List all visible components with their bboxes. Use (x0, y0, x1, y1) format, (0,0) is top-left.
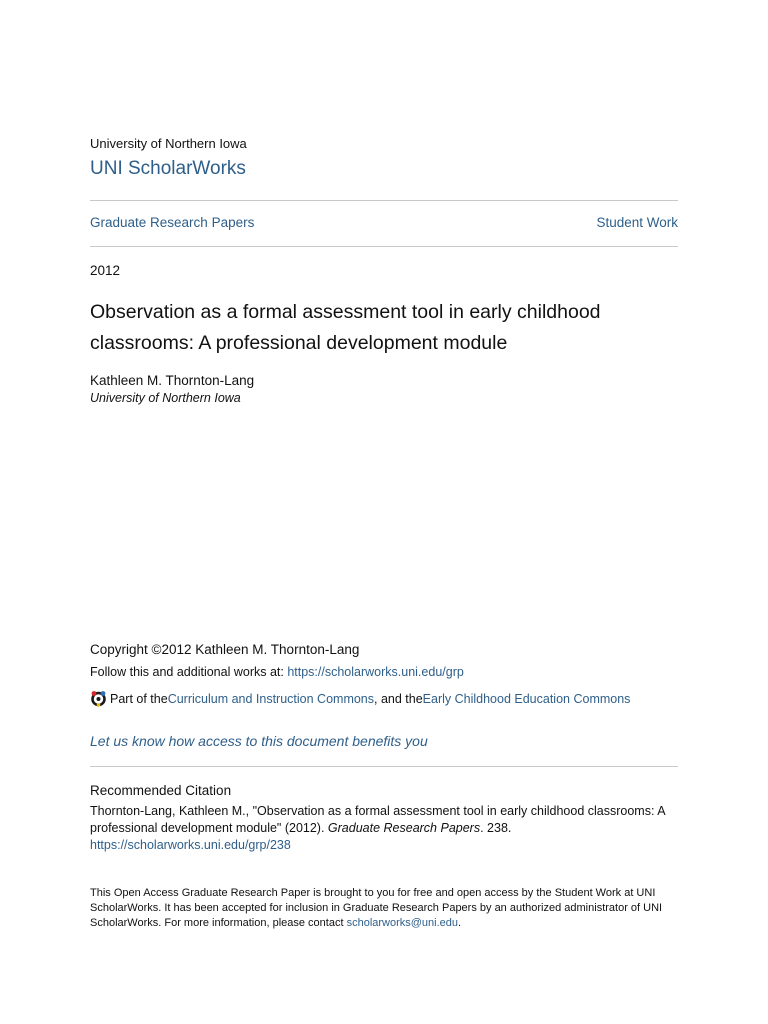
citation-text (90, 803, 678, 854)
citation-heading: Recommended Citation (90, 783, 232, 798)
benefits-feedback-link[interactable]: Let us know how access to this document benefits you (90, 733, 428, 749)
citation-number: . 238. (480, 821, 512, 835)
curriculum-commons-link[interactable]: Curriculum and Instruction Commons (167, 691, 375, 706)
network-commons-icon (90, 690, 107, 707)
institution-name: University of Northern Iowa (90, 136, 247, 151)
contact-email-link[interactable]: scholarworks@uni.edu (346, 917, 459, 929)
footer-end: . (458, 917, 462, 929)
follow-prefix: Follow this and additional works at: (90, 665, 288, 679)
citation-main: Thornton-Lang, Kathleen M., "Observation as a formal assessment tool in early childhood classrooms: A professional development module" (2012). (90, 804, 665, 835)
cover-page (90, 0, 678, 1024)
publication-year: 2012 (90, 263, 121, 278)
footer-text: This Open Access Graduate Research Paper is brought to you for free and open access by the Student Work at UNI ScholarWorks. It has been accepted for inclusion in Graduate Research Papers by an authorized administrator of UNI ScholarWorks. For more information, please contact (90, 887, 663, 929)
part-of-prefix: Part of the (110, 691, 168, 706)
follow-line (90, 665, 464, 679)
copyright-statement: Copyright ©2012 Kathleen M. Thornton-Lang (90, 642, 360, 657)
divider-top (90, 200, 678, 201)
repository-link[interactable]: UNI ScholarWorks (90, 158, 246, 179)
paper-title: Observation as a formal assessment tool in early childhood classrooms: A professional development module (90, 301, 601, 354)
part-of-middle: , and the (374, 691, 423, 706)
divider-citation (90, 766, 678, 767)
author-affiliation: University of Northern Iowa (90, 391, 241, 405)
citation-url-link[interactable]: https://scholarworks.uni.edu/grp/238 (90, 838, 291, 852)
early-childhood-commons-link[interactable]: Early Childhood Education Commons (422, 691, 631, 706)
collection-link[interactable]: Student Work (596, 215, 678, 230)
author-name: Kathleen M. Thornton-Lang (90, 373, 255, 388)
series-link[interactable]: Graduate Research Papers (90, 215, 255, 230)
part-of-line (90, 690, 630, 707)
citation-journal: Graduate Research Papers (327, 821, 481, 835)
divider-nav (90, 246, 678, 247)
footer-notice (90, 886, 678, 931)
follow-url-link[interactable]: https://scholarworks.uni.edu/grp (287, 665, 464, 679)
